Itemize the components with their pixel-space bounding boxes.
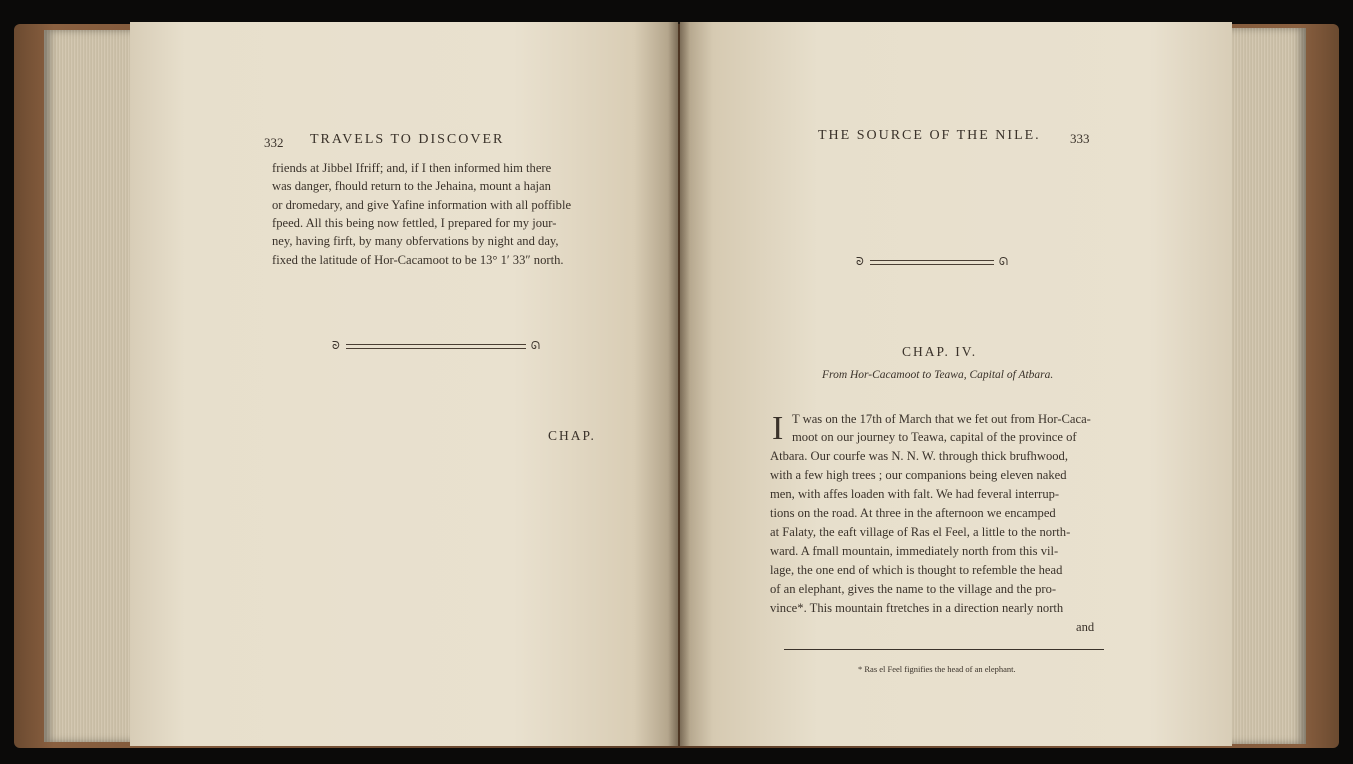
right-line-11: vince*. This mountain ftretches in a direction nearly north — [770, 601, 1064, 615]
left-running-head: TRAVELS TO DISCOVER — [310, 132, 505, 147]
left-line-1: friends at Jibbel Ifriff; and, if I then informed him there — [272, 161, 552, 175]
right-line-10: of an elephant, gives the name to the village and the pro- — [770, 582, 1057, 596]
left-line-4: fpeed. All this being now fettled, I prepared for my jour- — [272, 216, 557, 230]
chapter-subtitle: From Hor-Cacamoot to Teawa, Capital of Atbara. — [822, 369, 1054, 381]
right-page — [680, 22, 1232, 746]
right-line-4: with a few high trees ; our companions being eleven naked — [770, 468, 1067, 482]
right-ornament-rule — [856, 257, 1008, 267]
page-edges-left — [44, 30, 136, 742]
left-line-5: ney, having firft, by many obfervations by night and day, — [272, 234, 559, 248]
footnote: * Ras el Feel fignifies the head of an elephant. — [858, 664, 1016, 674]
right-line-8: ward. A fmall mountain, immediately north from this vil- — [770, 544, 1059, 558]
ornament-scroll-icon: ᘐ — [332, 340, 340, 352]
left-ornament-rule — [332, 341, 540, 351]
left-page-number: 332 — [264, 135, 284, 150]
right-catchword: and — [1076, 620, 1095, 634]
book-gutter — [668, 22, 690, 746]
right-running-head: THE SOURCE OF THE NILE. — [818, 128, 1041, 143]
right-line-second: moot on our journey to Teawa, capital of the province of — [792, 430, 1077, 444]
chapter-title: CHAP. IV. — [902, 344, 978, 359]
page-edges-right — [1228, 28, 1306, 744]
right-line-7: at Falaty, the eaft village of Ras el Feel, a little to the north- — [770, 525, 1071, 539]
right-line-first: T was on the 17th of March that we fet out from Hor-Caca- — [792, 412, 1091, 426]
right-line-5: men, with affes loaden with falt. We had feveral interrup- — [770, 487, 1060, 501]
ornament-scroll-icon: ᘏ — [998, 256, 1008, 268]
right-line-3: Atbara. Our courfe was N. N. W. through thick brufhwood, — [770, 449, 1068, 463]
drop-cap: I — [772, 410, 784, 447]
footnote-rule — [784, 649, 1104, 650]
left-page — [130, 22, 678, 746]
ornament-scroll-icon: ᘏ — [530, 340, 540, 352]
left-line-6: fixed the latitude of Hor-Cacamoot to be 13° 1′ 33″ north. — [272, 253, 564, 267]
ornament-scroll-icon: ᘐ — [856, 256, 864, 268]
right-line-6: tions on the road. At three in the afternoon we encamped — [770, 506, 1056, 520]
right-line-9: lage, the one end of which is thought to refemble the head — [770, 563, 1063, 577]
left-catchword: CHAP. — [548, 428, 596, 443]
right-page-number: 333 — [1070, 131, 1090, 146]
left-line-3: or dromedary, and give Yafine information with all poffible — [272, 198, 572, 212]
left-line-2: was danger, fhould return to the Jehaina, mount a hajan — [272, 179, 551, 193]
